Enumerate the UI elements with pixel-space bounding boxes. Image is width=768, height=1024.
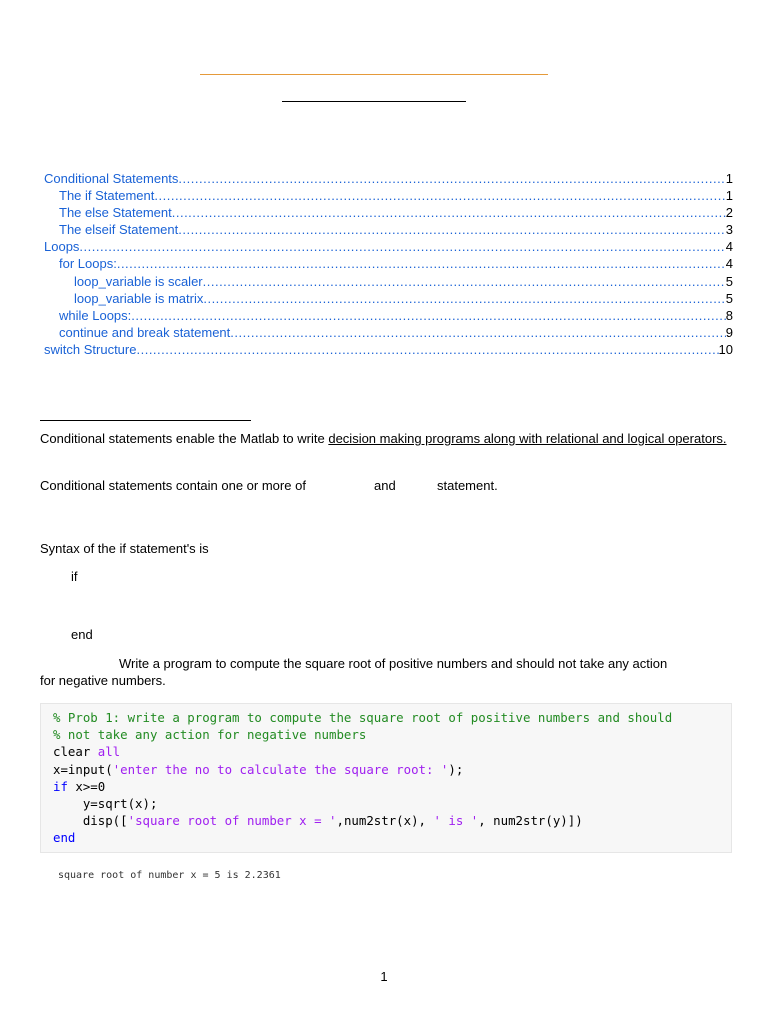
toc-entry-label[interactable]: Loops [44, 239, 80, 255]
toc-leader-dots [154, 187, 725, 204]
heading-rule [40, 420, 251, 421]
contain-paragraph [40, 477, 733, 495]
toc-entry-label[interactable]: loop_variable is scaler [74, 273, 203, 289]
toc-entry[interactable] [40, 170, 733, 187]
code-disp-string1: 'square root of number x = ' [127, 813, 337, 829]
syntax-if: if [71, 569, 78, 584]
toc-entry-page: 8 [725, 307, 733, 323]
toc-entry-page: 5 [725, 290, 733, 306]
toc-leader-dots [230, 324, 725, 341]
toc-leader-dots [178, 221, 726, 238]
toc-entry[interactable] [40, 273, 733, 290]
code-end-keyword: end [53, 830, 76, 846]
title-rule-orange [200, 74, 548, 75]
code-disp-c: , num2str(y)]) [478, 813, 583, 829]
toc-entry-label[interactable]: Conditional Statements [44, 171, 179, 186]
toc-entry[interactable] [40, 204, 733, 221]
toc-entry[interactable] [40, 324, 733, 341]
table-of-contents [40, 170, 733, 358]
code-clear: clear [53, 744, 98, 760]
toc-entry[interactable] [40, 255, 733, 272]
syntax-label: Syntax of the if statement's is [40, 541, 209, 556]
code-disp-a: disp([ [53, 813, 128, 829]
toc-entry-page: 5 [725, 273, 733, 289]
subtitle-rule [282, 101, 466, 102]
toc-entry-page: 9 [725, 324, 733, 340]
intro-text: Conditional statements enable the Matlab to write [40, 431, 329, 446]
contain-text-and: and [374, 478, 396, 493]
code-all: all [97, 744, 121, 760]
toc-entry[interactable] [40, 307, 733, 324]
toc-leader-dots [178, 170, 725, 187]
toc-leader-dots [172, 204, 726, 221]
toc-leader-dots [136, 341, 718, 358]
intro-underlined-text: decision making programs along with relational and logical operators. [328, 431, 727, 446]
syntax-end: end [71, 627, 93, 642]
toc-entry-label[interactable]: continue and break statement [59, 324, 231, 340]
toc-entry-page: 4 [725, 256, 733, 272]
problem-statement-line2: for negative numbers. [40, 673, 166, 688]
toc-entry-page: 2 [725, 205, 733, 221]
toc-entry-label[interactable]: for Loops: [59, 256, 117, 272]
toc-entry-label[interactable]: switch Structure [44, 341, 137, 357]
code-disp-string2: ' is ' [433, 813, 479, 829]
page-number: 1 [380, 969, 388, 984]
code-if-condition: x>=0 [67, 778, 106, 794]
toc-entry-page: 3 [725, 222, 733, 238]
code-disp-b: ,num2str(x), [336, 813, 434, 829]
toc-entry-label[interactable]: loop_variable is matrix [74, 290, 204, 306]
code-sqrt: y=sqrt(x); [53, 796, 158, 812]
code-input-string: 'enter the no to calculate the square root: ' [112, 761, 449, 777]
intro-paragraph [40, 430, 733, 448]
toc-entry-page: 4 [725, 239, 733, 255]
toc-entry-page: 10 [718, 341, 733, 357]
toc-leader-dots [117, 255, 726, 272]
toc-entry-label[interactable]: The elseif Statement [59, 222, 179, 238]
toc-entry-page: 1 [725, 171, 733, 186]
toc-entry[interactable] [40, 187, 733, 204]
toc-entry-label[interactable]: The else Statement [59, 205, 172, 221]
code-if-keyword: if [53, 778, 68, 794]
code-input-b: ); [448, 761, 464, 777]
toc-entry-label[interactable]: while Loops: [59, 307, 132, 323]
toc-entry[interactable] [40, 290, 733, 307]
toc-leader-dots [79, 238, 725, 255]
toc-entry[interactable] [40, 238, 733, 255]
toc-entry-page: 1 [725, 188, 733, 204]
toc-entry[interactable] [40, 341, 733, 358]
toc-entry-label[interactable]: The if Statement [59, 188, 155, 204]
toc-leader-dots [203, 273, 726, 290]
toc-leader-dots [203, 290, 725, 307]
contain-text-3: statement. [437, 478, 498, 493]
contain-text-1: Conditional statements contain one or more of [40, 478, 306, 493]
code-listing [53, 709, 672, 847]
toc-entry[interactable] [40, 221, 733, 238]
program-output: square root of number x = 5 is 2.2361 [58, 870, 281, 881]
code-input-a: x=input( [53, 761, 113, 777]
code-comment-1: % Prob 1: write a program to compute the square root of positive numbers and should [53, 710, 673, 725]
problem-statement-line1: Write a program to compute the square root of positive numbers and should not take any action [119, 656, 668, 671]
toc-leader-dots [131, 307, 725, 324]
code-comment-2: % not take any action for negative numbers [53, 727, 367, 743]
